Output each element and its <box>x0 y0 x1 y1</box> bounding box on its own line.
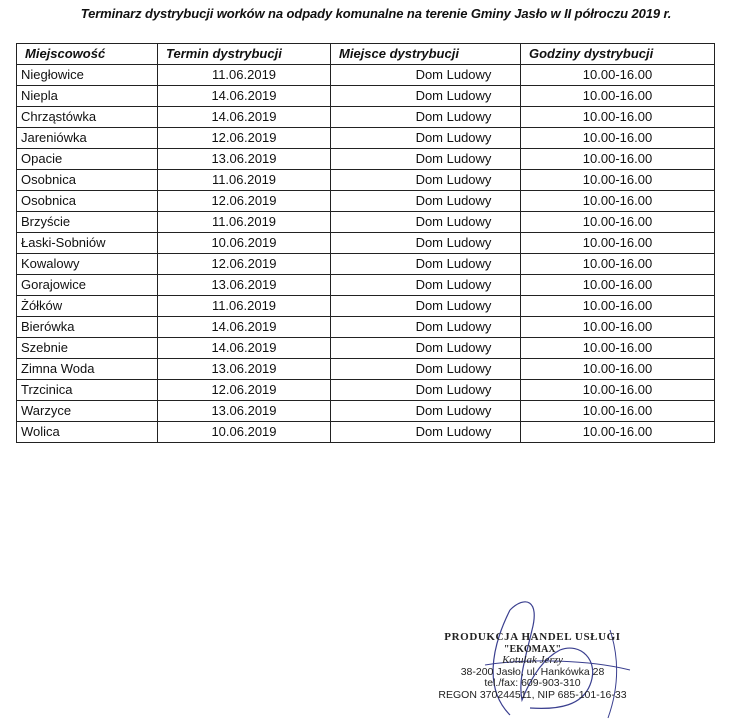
cell-date: 14.06.2019 <box>158 338 331 359</box>
cell-hours: 10.00-16.00 <box>521 422 715 443</box>
cell-place: Dom Ludowy <box>331 275 521 296</box>
cell-date: 12.06.2019 <box>158 128 331 149</box>
stamp-line-owner: Kotulak Jerzy <box>502 654 563 666</box>
cell-place: Dom Ludowy <box>331 254 521 275</box>
cell-place: Dom Ludowy <box>331 65 521 86</box>
cell-hours: 10.00-16.00 <box>521 191 715 212</box>
cell-place: Dom Ludowy <box>331 149 521 170</box>
cell-place: Dom Ludowy <box>331 128 521 149</box>
cell-hours: 10.00-16.00 <box>521 401 715 422</box>
cell-date: 11.06.2019 <box>158 170 331 191</box>
table-row <box>17 359 715 380</box>
cell-hours: 10.00-16.00 <box>521 233 715 254</box>
cell-date: 10.06.2019 <box>158 422 331 443</box>
stamp-line-phone: tel./fax: 609-903-310 <box>484 677 581 689</box>
cell-date: 12.06.2019 <box>158 380 331 401</box>
table-row <box>17 254 715 275</box>
stamp-line-address: 38-200 Jasło, ul. Hankówka 28 <box>460 665 605 678</box>
table-row <box>17 401 715 422</box>
cell-locality: Wolica <box>17 422 158 443</box>
cell-place: Dom Ludowy <box>331 212 521 233</box>
cell-place: Dom Ludowy <box>331 170 521 191</box>
stamp-line-company-type: PRODUKCJA HANDEL USŁUGI <box>444 631 621 643</box>
cell-date: 12.06.2019 <box>158 191 331 212</box>
cell-place: Dom Ludowy <box>331 338 521 359</box>
cell-locality: Niegłowice <box>17 65 158 86</box>
cell-place: Dom Ludowy <box>331 191 521 212</box>
cell-hours: 10.00-16.00 <box>521 275 715 296</box>
cell-hours: 10.00-16.00 <box>521 149 715 170</box>
cell-locality: Trzcinica <box>17 380 158 401</box>
document-title: Terminarz dystrybucji worków na odpady komunalne na terenie Gminy Jasło w II półroczu 2019 r. <box>80 6 672 21</box>
company-stamp <box>420 632 645 701</box>
cell-hours: 10.00-16.00 <box>521 338 715 359</box>
cell-hours: 10.00-16.00 <box>521 359 715 380</box>
table-row <box>17 65 715 86</box>
cell-hours: 10.00-16.00 <box>521 65 715 86</box>
cell-locality: Jareniówka <box>17 128 158 149</box>
cell-place: Dom Ludowy <box>331 401 521 422</box>
header-place: Miejsce dystrybucji <box>331 44 521 65</box>
cell-locality: Łaski-Sobniów <box>17 233 158 254</box>
cell-hours: 10.00-16.00 <box>521 380 715 401</box>
cell-date: 14.06.2019 <box>158 107 331 128</box>
stamp-line-company-name: "EKOMAX" <box>503 643 562 655</box>
table-row <box>17 380 715 401</box>
table-row <box>17 86 715 107</box>
cell-date: 11.06.2019 <box>158 212 331 233</box>
distribution-schedule-table <box>16 43 715 443</box>
cell-date: 13.06.2019 <box>158 149 331 170</box>
table-row <box>17 317 715 338</box>
cell-hours: 10.00-16.00 <box>521 212 715 233</box>
cell-place: Dom Ludowy <box>331 107 521 128</box>
cell-place: Dom Ludowy <box>331 317 521 338</box>
cell-date: 13.06.2019 <box>158 401 331 422</box>
cell-place: Dom Ludowy <box>331 359 521 380</box>
cell-place: Dom Ludowy <box>331 296 521 317</box>
cell-date: 13.06.2019 <box>158 359 331 380</box>
cell-hours: 10.00-16.00 <box>521 86 715 107</box>
cell-locality: Bierówka <box>17 317 158 338</box>
table-row <box>17 422 715 443</box>
table-row <box>17 149 715 170</box>
cell-locality: Chrząstówka <box>17 107 158 128</box>
cell-place: Dom Ludowy <box>331 233 521 254</box>
cell-place: Dom Ludowy <box>331 422 521 443</box>
header-hours: Godziny dystrybucji <box>521 44 715 65</box>
cell-hours: 10.00-16.00 <box>521 107 715 128</box>
table-row <box>17 170 715 191</box>
cell-date: 10.06.2019 <box>158 233 331 254</box>
header-locality: Miejscowość <box>17 44 158 65</box>
cell-hours: 10.00-16.00 <box>521 170 715 191</box>
cell-hours: 10.00-16.00 <box>521 128 715 149</box>
cell-date: 14.06.2019 <box>158 317 331 338</box>
cell-date: 13.06.2019 <box>158 275 331 296</box>
table-header-row <box>17 44 715 65</box>
cell-locality: Żółków <box>17 296 158 317</box>
cell-place: Dom Ludowy <box>331 380 521 401</box>
cell-locality: Gorajowice <box>17 275 158 296</box>
cell-date: 12.06.2019 <box>158 254 331 275</box>
cell-locality: Brzyście <box>17 212 158 233</box>
cell-locality: Osobnica <box>17 170 158 191</box>
cell-locality: Zimna Woda <box>17 359 158 380</box>
table-row <box>17 212 715 233</box>
header-date: Termin dystrybucji <box>158 44 331 65</box>
cell-locality: Kowalowy <box>17 254 158 275</box>
cell-hours: 10.00-16.00 <box>521 296 715 317</box>
cell-place: Dom Ludowy <box>331 86 521 107</box>
table-row <box>17 128 715 149</box>
table-row <box>17 107 715 128</box>
cell-date: 11.06.2019 <box>158 65 331 86</box>
stamp-line-regon-nip: REGON 370244511, NIP 685-101-16-33 <box>438 688 627 701</box>
table-row <box>17 296 715 317</box>
cell-date: 11.06.2019 <box>158 296 331 317</box>
cell-locality: Opacie <box>17 149 158 170</box>
cell-hours: 10.00-16.00 <box>521 254 715 275</box>
cell-hours: 10.00-16.00 <box>521 317 715 338</box>
cell-locality: Warzyce <box>17 401 158 422</box>
cell-date: 14.06.2019 <box>158 86 331 107</box>
table-row <box>17 191 715 212</box>
cell-locality: Niepla <box>17 86 158 107</box>
cell-locality: Osobnica <box>17 191 158 212</box>
cell-locality: Szebnie <box>17 338 158 359</box>
table-row <box>17 338 715 359</box>
table-row <box>17 275 715 296</box>
table-row <box>17 233 715 254</box>
